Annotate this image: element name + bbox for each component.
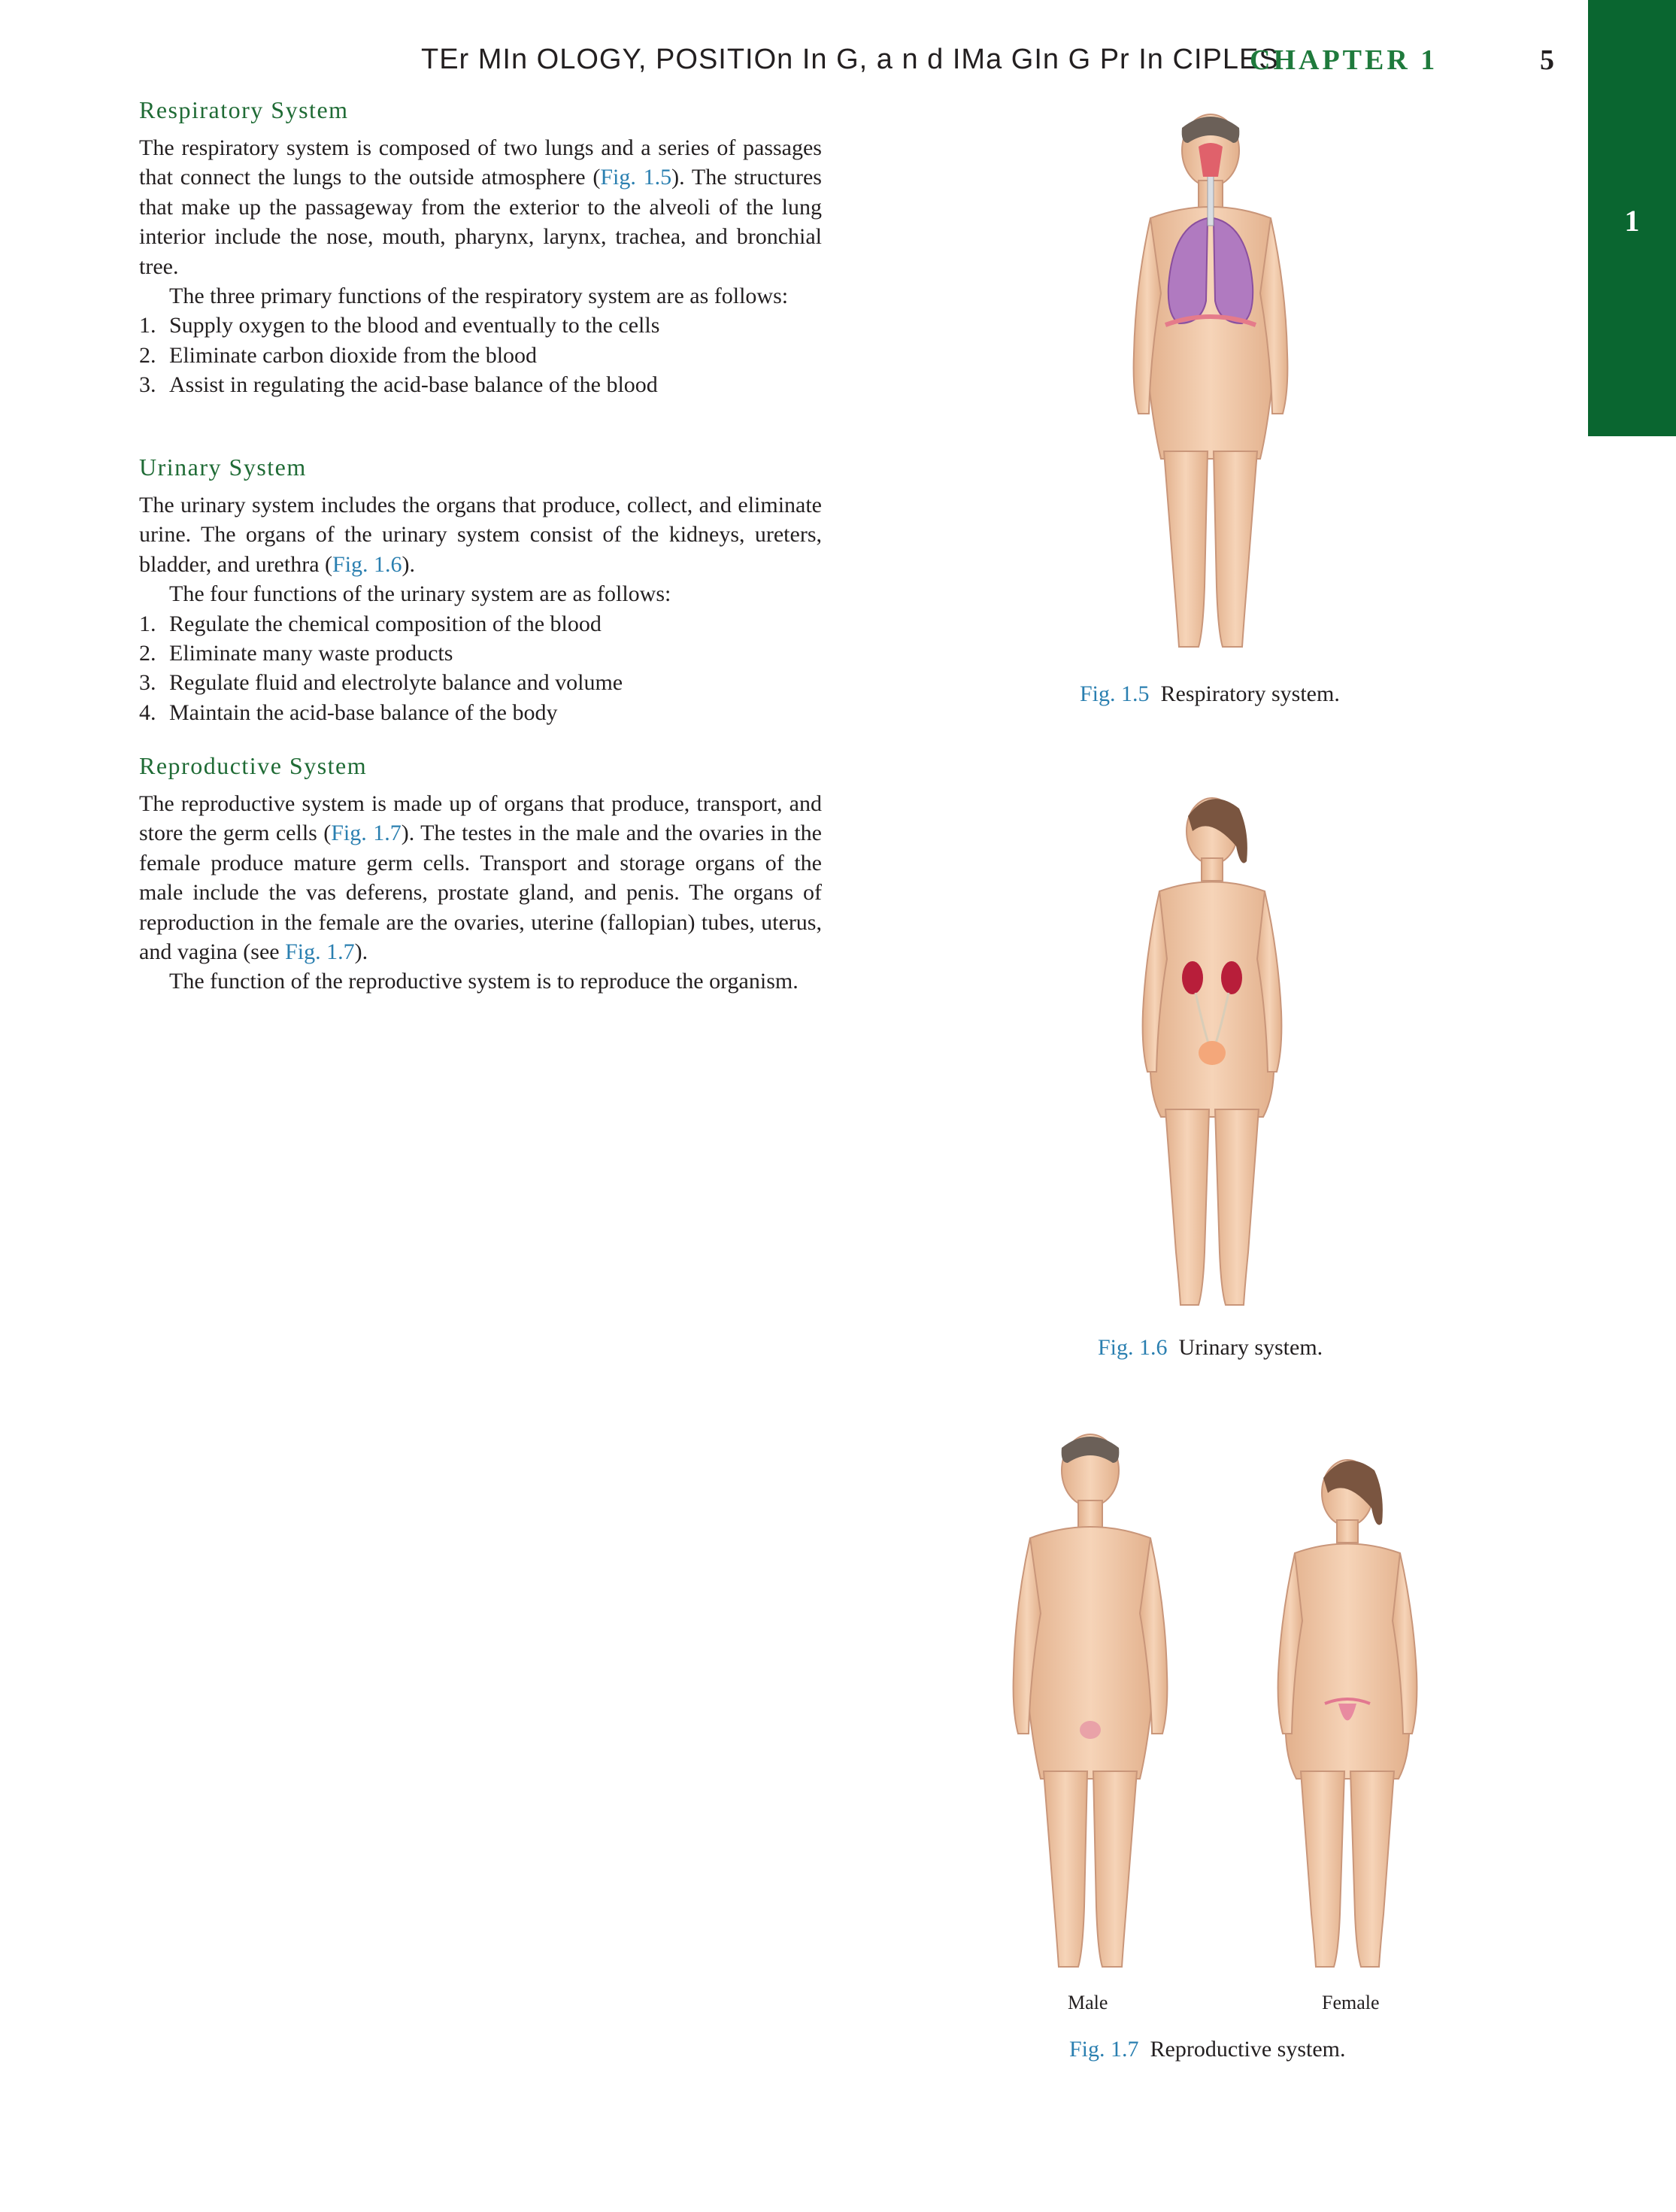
list-item: 1. Regulate the chemical composition of the blood <box>139 611 602 636</box>
figure-reproductive-illustration-male <box>1000 1425 1180 1982</box>
running-head: TEr MIn OLOGY, POSITIOn In G, a n d IMa GIn G Pr In CIPLES <box>421 44 1279 75</box>
section-heading: Reproductive System <box>139 752 368 779</box>
paragraph: The urinary system includes the organs that produce, collect, and eliminate urine. The organs of the urinary system consist of the kidneys, ureters, bladder, and urethra (Fig. 1.6). <box>139 493 822 577</box>
section-heading: Respiratory System <box>139 96 349 123</box>
figure-link[interactable]: Fig. 1.7 <box>331 821 402 846</box>
figure-caption: Fig. 1.5 Respiratory system. <box>1080 681 1340 706</box>
list-item: 4. Maintain the acid-base balance of the body <box>139 699 558 725</box>
figure-reproductive-illustration-female <box>1256 1448 1436 1982</box>
chapter-tab-number: 1 <box>1624 204 1640 238</box>
section-reproductive <box>139 752 822 997</box>
list-item: 3. Assist in regulating the acid-base balance of the blood <box>139 372 658 398</box>
list-item: 2. Eliminate carbon dioxide from the blood <box>139 342 538 368</box>
male-figure <box>1014 1434 1168 1967</box>
list-item: 2. Eliminate many waste products <box>139 641 453 666</box>
paragraph: The three primary functions of the respiratory system are as follows: <box>169 284 789 309</box>
list-item: 1. Supply oxygen to the blood and eventually to the cells <box>139 313 660 338</box>
figure-link[interactable]: Fig. 1.5 <box>600 165 672 190</box>
page-number: 5 <box>1540 44 1554 76</box>
organ-icon <box>1080 1721 1101 1739</box>
section-urinary <box>139 454 822 727</box>
function-list <box>139 311 822 399</box>
figure-number: Fig. 1.6 <box>1098 1335 1168 1360</box>
figure-number: Fig. 1.5 <box>1080 681 1150 706</box>
figure-caption: Fig. 1.6 Urinary system. <box>1098 1335 1323 1360</box>
paragraph: The reproductive system is made up of organs that produce, transport, and store the germ cells (Fig. 1.7). The testes in the male and the ovaries in the female produce mature germ cells. Transport and storage organs of the male include the vas deferens, prostate gland, and penis. The organs of reproduction in the female are the ovaries, uterine (fallopian) tubes, uterus, and vagina (see Fig. 1.7). <box>139 791 822 965</box>
chapter-label: CHAPTER 1 <box>1250 44 1438 76</box>
paragraph: The respiratory system is composed of two lungs and a series of passages that connect the lungs to the outside atmosphere (Fig. 1.5). The structures that make up the passageway from the exterior to the alveoli of the lung interior include the nose, mouth, pharynx, larynx, trachea, and bronchial tree. <box>139 135 822 279</box>
section-respiratory <box>139 96 822 400</box>
figure-respiratory-illustration <box>1120 105 1301 662</box>
figure-sublabel-male: Male <box>1068 1992 1108 2013</box>
paragraph: The function of the reproductive system is to reproduce the organism. <box>169 969 799 994</box>
figure-number: Fig. 1.7 <box>1069 2037 1139 2062</box>
figure-sublabel-female: Female <box>1322 1992 1380 2013</box>
figure-link[interactable]: Fig. 1.7 <box>285 939 355 965</box>
list-item: 3. Regulate fluid and electrolyte balance and volume <box>139 670 623 696</box>
section-heading: Urinary System <box>139 454 307 481</box>
figure-urinary-illustration <box>1120 786 1301 1312</box>
paragraph: The four functions of the urinary system are as follows: <box>169 581 671 607</box>
figure-caption: Fig. 1.7 Reproductive system. <box>1069 2037 1346 2062</box>
function-list <box>139 609 822 728</box>
figure-link[interactable]: Fig. 1.6 <box>332 551 402 577</box>
